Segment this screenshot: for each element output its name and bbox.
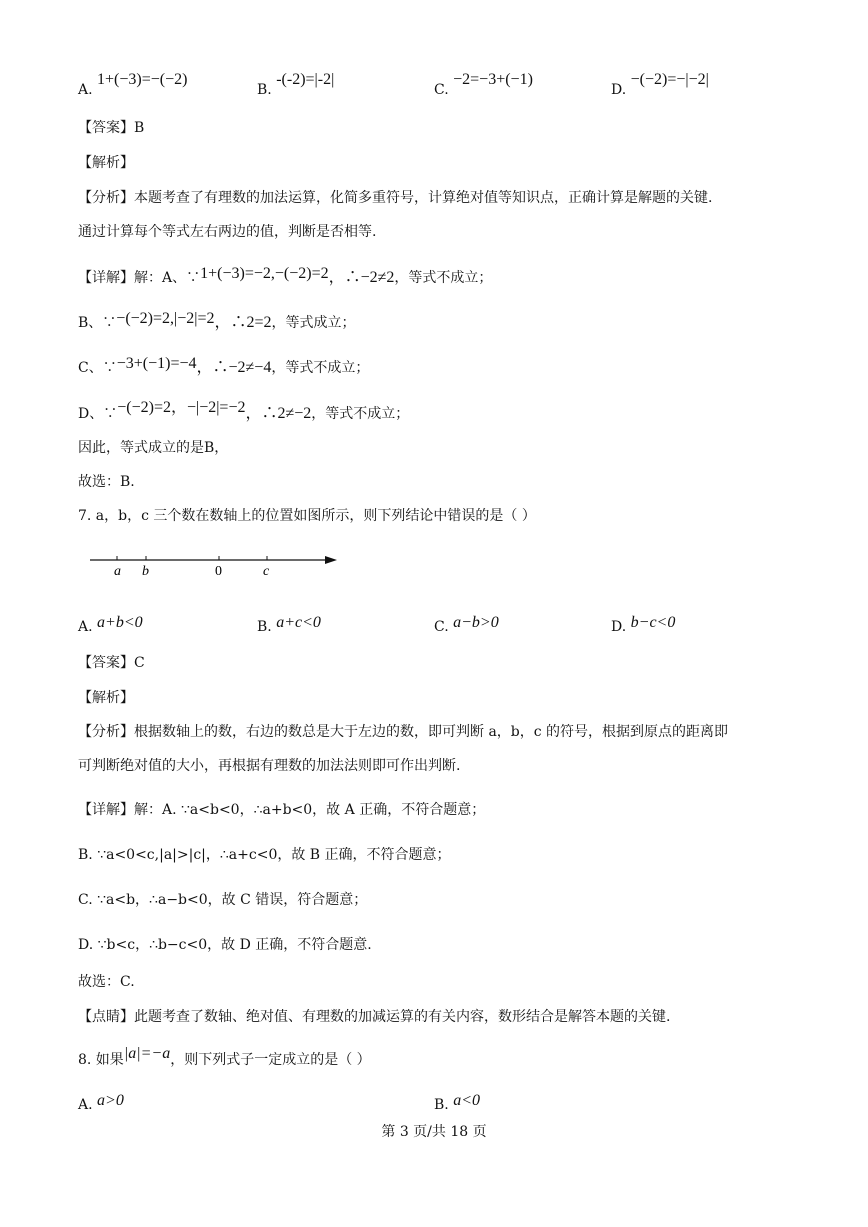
axis-arrow — [325, 556, 337, 564]
q6-analysis-2: 通过计算每个等式左右两边的值，判断是否相等. — [78, 224, 377, 240]
option-math: -(-2)=|-2| — [276, 71, 335, 88]
answer-value: C — [134, 655, 145, 671]
detail-c-math: −3+(−1)=−4 — [116, 355, 197, 372]
analysis-text: 根据数轴上的数，右边的数总是大于左边的数，即可判断 a，b，c 的符号，根据到原点的距离即 — [134, 724, 729, 740]
q7-analysis-1 — [78, 722, 728, 742]
detail-a-post: ，等式不成立； — [394, 270, 493, 286]
option-label: B. — [257, 82, 272, 98]
detail-c-post: ，等式不成立； — [271, 360, 370, 376]
comment-text: 此题考查了数轴、绝对值、有理数的加减运算的有关内容，数形结合是解答本题的关键. — [134, 1009, 671, 1025]
q6-detail-c — [78, 355, 370, 378]
detail-d-post: ，等式不成立； — [311, 406, 410, 422]
q7-choose: 故选：C. — [78, 974, 135, 990]
q8-option-b — [434, 1092, 480, 1115]
q7-analysis-2: 可判断绝对值的大小，再根据有理数的加法法则即可作出判断. — [78, 758, 461, 774]
q6-option-d — [611, 71, 709, 100]
axis-label-0: 0 — [215, 564, 222, 579]
detail-b-math: −(−2)=2,|−2|=2 — [116, 310, 215, 327]
q7-detail-a — [78, 800, 485, 820]
q6-jiexi-tag: 【解析】 — [78, 155, 134, 171]
q7-detail-b: B. ∵a<0<c,|a|>|c|，∴a+c<0，故 B 正确，不符合题意； — [78, 847, 451, 863]
q7-answer — [78, 653, 145, 673]
detail-d-math: −(−2)=2 — [117, 399, 171, 416]
option-label: A. — [78, 1097, 93, 1113]
axis-label-a: a — [114, 564, 121, 579]
option-label: C. — [434, 619, 449, 635]
detail-c-math2: ，∴−2≠−4 — [196, 359, 272, 376]
detail-text: 解：A. ∵a<b<0，∴a+b<0，故 A 正确，不符合题意； — [134, 802, 486, 818]
q7-jiexi-tag: 【解析】 — [78, 690, 134, 706]
answer-value: B — [134, 120, 145, 136]
axis-label-c: c — [263, 564, 270, 579]
q6-option-c — [434, 71, 533, 100]
option-label: A. — [78, 619, 93, 635]
option-math: a−b>0 — [453, 614, 499, 631]
q7-option-b — [257, 614, 321, 637]
analysis-tag: 【分析】 — [78, 724, 134, 740]
q7-option-c — [434, 614, 499, 637]
q6-conclusion: 因此，等式成立的是B， — [78, 440, 229, 456]
option-label: A. — [78, 82, 93, 98]
q7-option-d — [611, 614, 676, 637]
option-label: B. — [257, 619, 272, 635]
detail-a-math: 1+(−3)=−2,−(−2)=2 — [200, 265, 329, 282]
option-math: a<0 — [453, 1092, 480, 1109]
q6-detail-a — [78, 265, 493, 288]
detail-c-pre: C、∵ — [78, 360, 117, 376]
option-math: b−c<0 — [630, 614, 676, 631]
option-math: −(−2)=−|−2| — [630, 71, 709, 88]
q8-option-a — [78, 1092, 124, 1115]
number-line — [85, 545, 345, 585]
q6-option-a — [78, 71, 188, 100]
option-math: a>0 — [97, 1092, 124, 1109]
q6-choose: 故选：B. — [78, 474, 135, 490]
option-math: a+b<0 — [97, 614, 143, 631]
q7-comment — [78, 1007, 670, 1027]
detail-b-math2: ，∴2=2 — [214, 314, 272, 331]
q6-detail-b — [78, 310, 356, 333]
q7-option-a — [78, 614, 143, 637]
stem-pre: 8. 如果 — [78, 1052, 124, 1068]
page-footer: 第 3 页/共 18 页 — [381, 1124, 487, 1140]
analysis-text: 本题考查了有理数的加法运算，化简多重符号，计算绝对值等知识点，正确计算是解题的关键. — [134, 190, 713, 206]
q6-answer — [78, 118, 144, 138]
detail-d-math2: ，−|−2|=−2 — [170, 399, 246, 416]
detail-a-pre: 解：A、∵ — [134, 270, 201, 286]
option-label: D. — [611, 82, 627, 98]
q6-analysis-1 — [78, 188, 712, 208]
detail-a-math2: ，∴−2≠2 — [328, 269, 395, 286]
detail-b-pre: B、∵ — [78, 315, 117, 331]
analysis-tag: 【分析】 — [78, 190, 134, 206]
detail-b-post: ，等式成立； — [271, 315, 356, 331]
detail-d-math3: ，∴2≠−2 — [245, 405, 312, 422]
answer-tag: 【答案】 — [78, 655, 134, 671]
detail-d-pre: D、∵ — [78, 406, 118, 422]
q6-detail-d — [78, 399, 410, 424]
axis-label-b: b — [142, 564, 149, 579]
stem-math: |a|=−a — [123, 1045, 171, 1062]
stem-post: ，则下列式子一定成立的是（ ） — [170, 1052, 371, 1068]
option-label: B. — [434, 1097, 449, 1113]
q7-detail-d: D. ∵b<c，∴b−c<0，故 D 正确，不符合题意. — [78, 937, 372, 953]
q7-stem: 7. a，b，c 三个数在数轴上的位置如图所示，则下列结论中错误的是（ ） — [78, 508, 536, 524]
q7-detail-c: C. ∵a<b，∴a−b<0，故 C 错误，符合题意； — [78, 892, 368, 908]
detail-tag: 【详解】 — [78, 270, 134, 286]
option-math: −2=−3+(−1) — [453, 71, 533, 88]
detail-tag: 【详解】 — [78, 802, 134, 818]
q6-option-b — [257, 71, 335, 100]
option-label: C. — [434, 82, 449, 98]
answer-tag: 【答案】 — [78, 120, 134, 136]
option-math: 1+(−3)=−(−2) — [97, 71, 188, 88]
option-label: D. — [611, 619, 627, 635]
option-math: a+c<0 — [276, 614, 321, 631]
comment-tag: 【点睛】 — [78, 1009, 134, 1025]
q8-stem — [78, 1045, 371, 1070]
